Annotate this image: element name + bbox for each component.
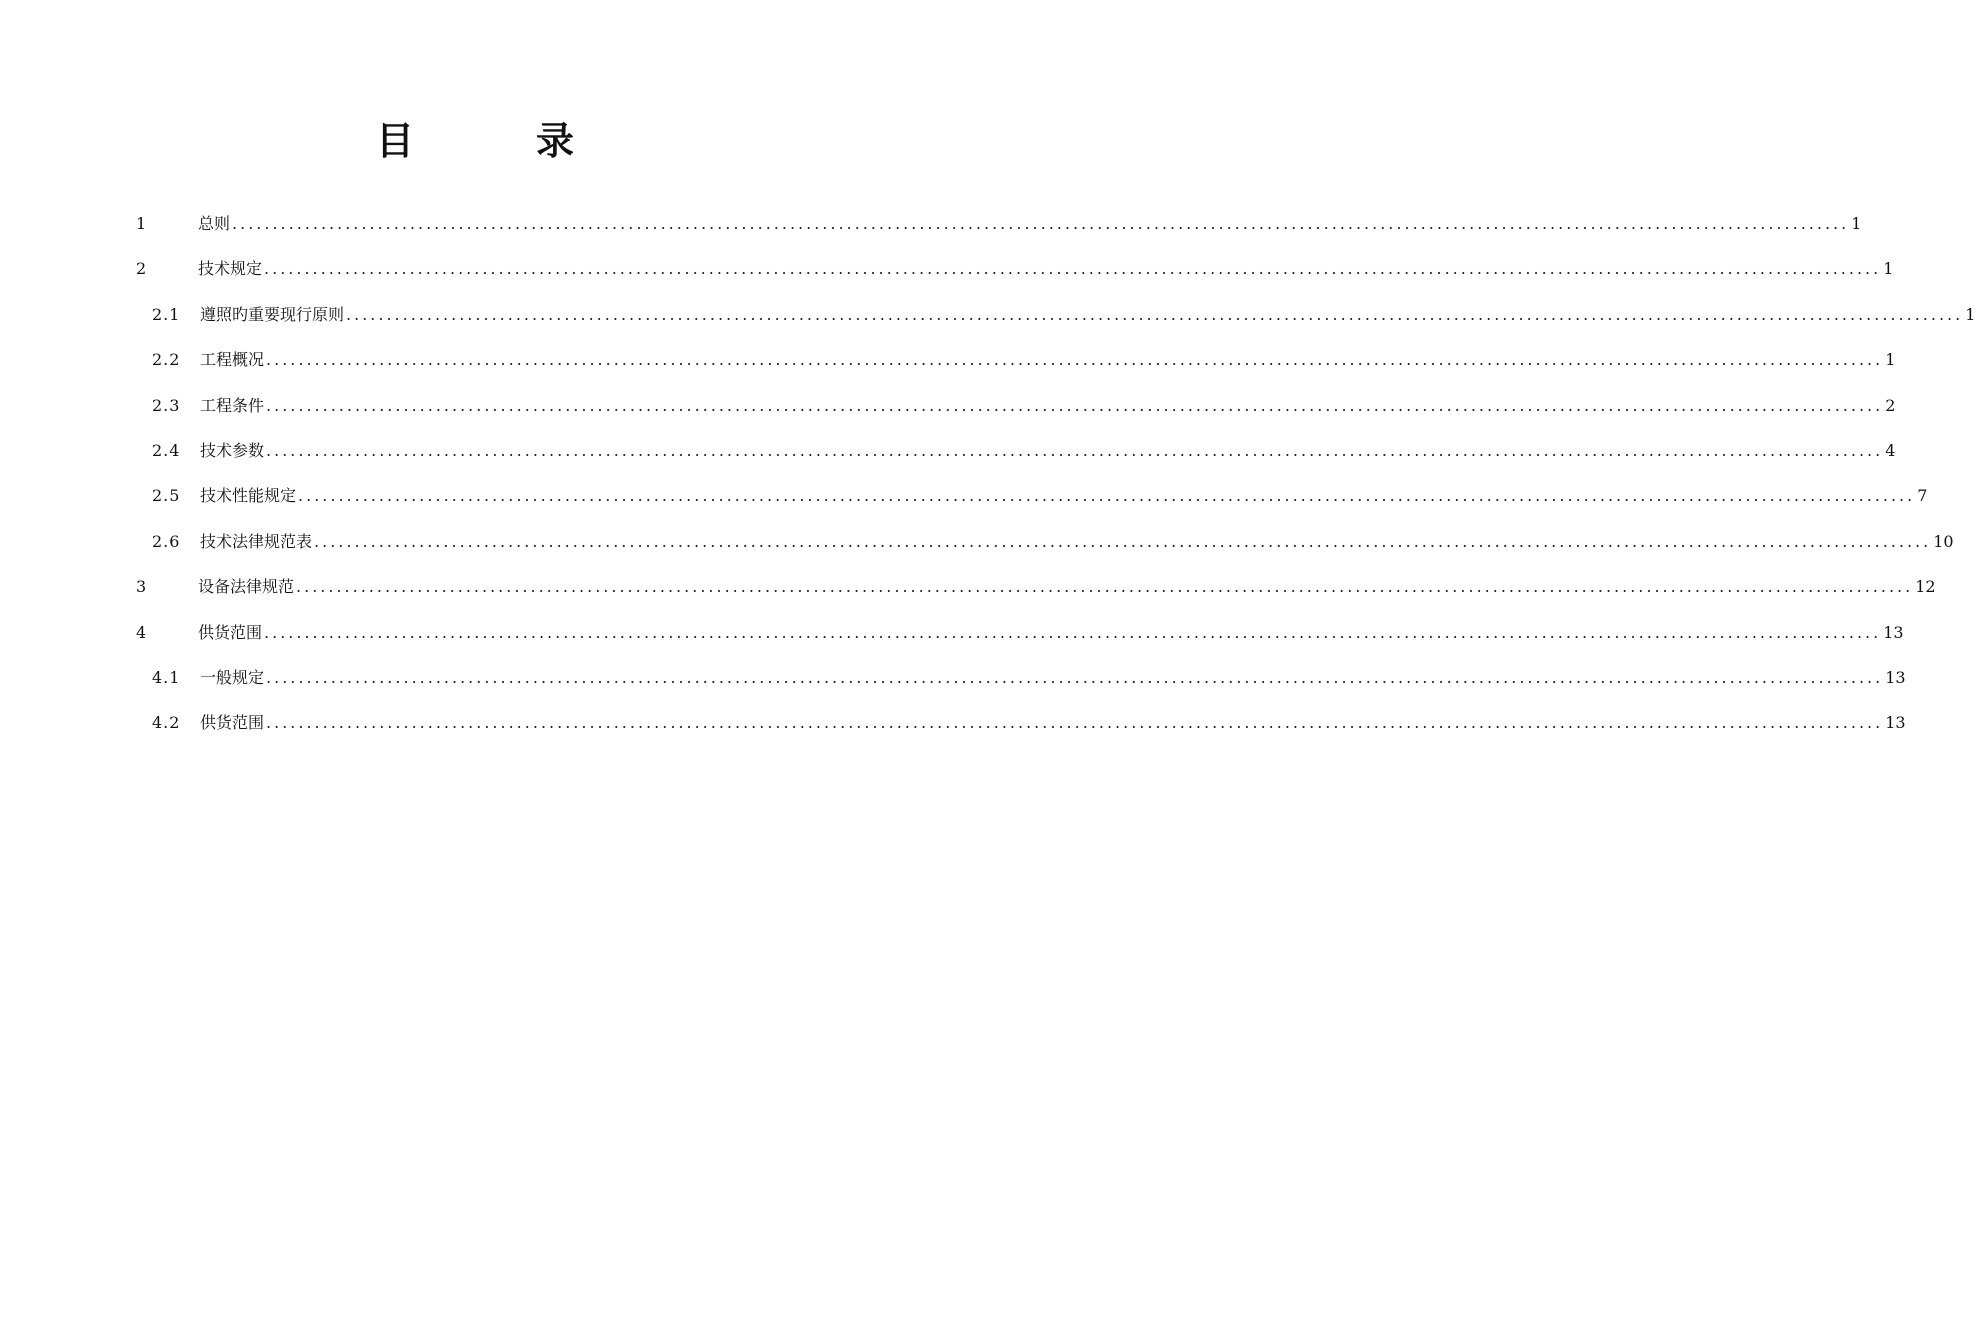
toc-entry[interactable] (136, 210, 1862, 255)
toc-dot-leader: ........................................................................................................................................................................................................ (266, 350, 1884, 370)
toc-dot-leader: ........................................................................................................................................................................................................ (266, 667, 1884, 687)
toc-entry-page-number: 1 (1851, 214, 1862, 233)
toc-entry-number: 2.6 (152, 531, 181, 551)
toc-entry-page-number: 10 (1933, 531, 1954, 551)
toc-entry-label: 一般规定 (200, 667, 265, 687)
toc-entry-page-number: 12 (1915, 577, 1936, 597)
toc-dot-leader: ........................................................................................................................................................................................................ (232, 214, 1850, 233)
toc-entry[interactable] (136, 482, 1928, 527)
toc-entry-number: 2.5 (152, 486, 181, 506)
table-of-contents (136, 210, 1975, 755)
toc-entry-number: 3 (136, 577, 148, 597)
toc-dot-leader: ........................................................................................................................................................................................................ (298, 486, 1916, 506)
toc-entry[interactable] (136, 392, 1896, 437)
toc-entry-label: 总则 (198, 214, 231, 233)
toc-entry-number: 2.1 (152, 304, 181, 324)
toc-entry-number: 4.1 (152, 667, 181, 687)
toc-entry-number: 2.4 (152, 440, 181, 460)
toc-entry-page-number: 1 (1883, 259, 1894, 279)
toc-entry-number: 1 (136, 214, 148, 233)
toc-dot-leader: ........................................................................................................................................................................................................ (264, 622, 1882, 642)
toc-entry-label: 工程条件 (200, 395, 265, 415)
toc-entry-label: 遵照旳重要现行原则 (200, 304, 345, 324)
toc-entry-page-number: 7 (1917, 486, 1928, 506)
toc-entry-page-number: 2 (1885, 395, 1896, 415)
toc-entry-label: 供货范围 (198, 622, 263, 642)
toc-dot-leader: ........................................................................................................................................................................................................ (264, 259, 1882, 279)
toc-entry-label: 技术性能规定 (200, 486, 297, 506)
toc-entry-label: 技术参数 (200, 440, 265, 460)
toc-entry-page-number: 13 (1885, 667, 1906, 687)
toc-entry-number: 2 (136, 259, 148, 279)
toc-entry-label: 工程概况 (200, 350, 265, 370)
toc-entry-label: 设备法律规范 (198, 577, 295, 597)
toc-entry[interactable] (136, 255, 1894, 300)
toc-entry[interactable] (136, 709, 1906, 754)
toc-entry-label: 供货范围 (200, 713, 265, 733)
toc-entry-number: 2.2 (152, 350, 181, 370)
toc-entry-page-number: 1 (1885, 350, 1896, 370)
toc-dot-leader: ........................................................................................................................................................................................................ (296, 577, 1914, 597)
toc-entry-page-number: 13 (1885, 713, 1906, 733)
page-title: 目 录 (375, 118, 616, 163)
toc-entry-page-number: 1 (1965, 304, 1975, 324)
toc-entry[interactable] (136, 346, 1896, 391)
toc-entry[interactable] (136, 573, 1936, 618)
toc-entry[interactable] (136, 528, 1954, 573)
toc-entry[interactable] (136, 619, 1904, 664)
toc-entry-number: 2.3 (152, 395, 181, 415)
toc-entry[interactable] (136, 301, 1975, 346)
toc-entry-label: 技术规定 (198, 259, 263, 279)
toc-dot-leader: ........................................................................................................................................................................................................ (266, 713, 1884, 733)
toc-entry-number: 4.2 (152, 713, 181, 733)
toc-dot-leader: ........................................................................................................................................................................................................ (346, 304, 1964, 324)
toc-entry[interactable] (136, 437, 1896, 482)
toc-entry-label: 技术法律规范表 (200, 531, 313, 551)
toc-dot-leader: ........................................................................................................................................................................................................ (266, 395, 1884, 415)
toc-dot-leader: ........................................................................................................................................................................................................ (266, 440, 1884, 460)
toc-entry-page-number: 13 (1883, 622, 1904, 642)
toc-entry-number: 4 (136, 622, 148, 642)
toc-entry-page-number: 4 (1885, 440, 1896, 460)
toc-dot-leader: ........................................................................................................................................................................................................ (314, 531, 1932, 551)
toc-entry[interactable] (136, 664, 1906, 709)
